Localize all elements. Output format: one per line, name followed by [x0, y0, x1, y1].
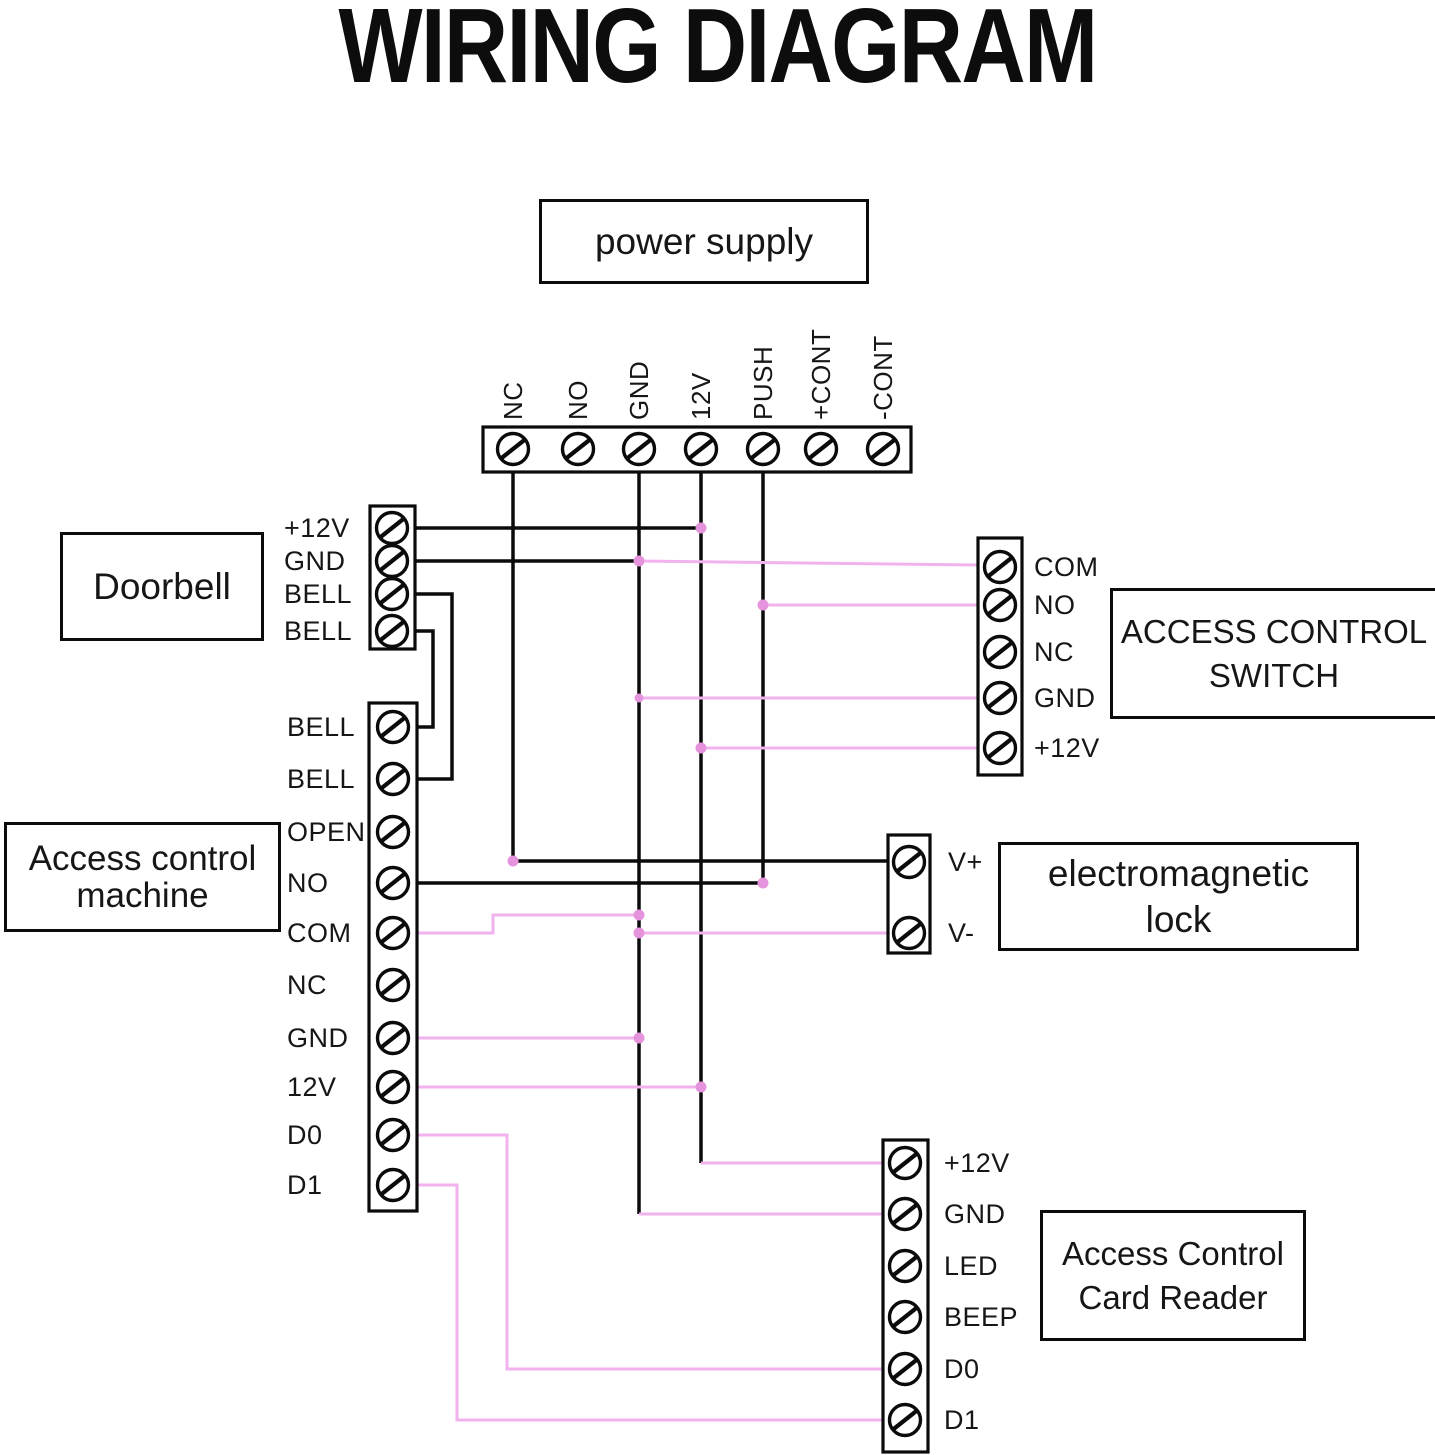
- power-terminal-label-no: NO: [563, 380, 593, 420]
- screw-terminal-icon: [378, 1023, 409, 1054]
- screw-terminal-icon: [890, 1302, 921, 1333]
- access-control-switch-label-line2: SWITCH: [1208, 656, 1340, 694]
- access-control-switch-box: [1110, 588, 1435, 719]
- acm-terminal-label-open: OPEN: [287, 817, 366, 847]
- junction-dot: [634, 910, 645, 921]
- screw-terminal-icon: [378, 712, 409, 743]
- screw-terminal-icon: [378, 970, 409, 1001]
- card-reader-label-line2: Card Reader: [1078, 1278, 1268, 1316]
- screw-terminal-icon: [985, 683, 1016, 714]
- reader-terminal-label-led: LED: [944, 1251, 999, 1281]
- acm-terminal-label-gnd: GND: [287, 1023, 349, 1053]
- screw-terminal-icon: [624, 434, 655, 465]
- wire-acm-com-step: [417, 915, 639, 933]
- power-terminal-label-12v: 12V: [686, 372, 716, 420]
- screw-terminal-icon: [985, 590, 1016, 621]
- junction-dot: [508, 856, 519, 867]
- acm-terminal-label-d0: D0: [287, 1120, 323, 1150]
- power-terminal-label-push: PUSH: [748, 345, 778, 420]
- wire-acm-d1-to-reader-d1: [417, 1185, 883, 1420]
- screw-terminal-icon: [985, 552, 1016, 583]
- screw-terminal-icon: [377, 546, 408, 577]
- doorbell-terminal-label-gnd: GND: [284, 546, 346, 576]
- screw-terminal-icon: [985, 637, 1016, 668]
- screw-terminal-icon: [985, 733, 1016, 764]
- junction-dot: [758, 878, 769, 889]
- screw-terminal-icon: [378, 918, 409, 949]
- screw-terminal-icon: [378, 1170, 409, 1201]
- switch-terminal-label-com: COM: [1034, 552, 1099, 582]
- screw-terminal-icon: [378, 1072, 409, 1103]
- junction-dot: [696, 523, 707, 534]
- electromagnetic-lock-box: [998, 842, 1359, 951]
- switch-terminal-label-no: NO: [1034, 590, 1076, 620]
- lock-terminal-label-vplus: V+: [948, 847, 983, 877]
- junction-dot: [696, 1082, 707, 1093]
- power-terminal-label-gnd: GND: [624, 360, 654, 420]
- screw-terminal-icon: [894, 918, 925, 949]
- junction-dot: [635, 694, 644, 703]
- reader-terminal-label-gnd: GND: [944, 1199, 1006, 1229]
- screw-terminal-icon: [498, 434, 529, 465]
- switch-terminal-label-nc: NC: [1034, 637, 1074, 667]
- doorbell-box: [60, 532, 264, 641]
- wire-gnd-to-switch-com: [639, 561, 978, 565]
- wire-acm-d0-to-reader-d0: [417, 1135, 883, 1369]
- screw-terminal-icon: [806, 434, 837, 465]
- screw-terminal-icon: [890, 1148, 921, 1179]
- power-terminal-label-pcont: +CONT: [806, 328, 836, 420]
- screw-terminal-icon: [378, 1120, 409, 1151]
- acm-terminal-label-nc: NC: [287, 970, 327, 1000]
- junction-dot: [634, 928, 645, 939]
- card-reader-label-line1: Access Control: [1062, 1234, 1284, 1272]
- junction-dot: [634, 1033, 645, 1044]
- doorbell-label: Doorbell: [93, 565, 231, 607]
- junction-dot: [758, 600, 769, 611]
- electromagnetic-lock-label-line1: electromagnetic: [1047, 852, 1310, 894]
- junction-dot: [634, 556, 645, 567]
- page-title: WIRING DIAGRAM: [338, 0, 1097, 105]
- screw-terminal-icon: [378, 817, 409, 848]
- junction-dot: [696, 743, 707, 754]
- screw-terminal-icon: [377, 579, 408, 610]
- acm-terminal-label-bell1: BELL: [287, 712, 356, 742]
- acm-terminal-label-d1: D1: [287, 1170, 323, 1200]
- power-terminal-label-nc: NC: [498, 381, 528, 420]
- switch-terminal-label-12v: +12V: [1034, 733, 1100, 763]
- doorbell-terminal-label-bell2: BELL: [284, 616, 353, 646]
- reader-terminal-label-d1: D1: [944, 1405, 980, 1435]
- doorbell-terminal-label-bell1: BELL: [284, 579, 353, 609]
- screw-terminal-icon: [377, 513, 408, 544]
- screw-terminal-icon: [890, 1405, 921, 1436]
- screw-terminal-icon: [748, 434, 779, 465]
- access-control-machine-box: [4, 822, 281, 932]
- card-reader-box: [1040, 1210, 1306, 1341]
- screw-terminal-icon: [868, 434, 899, 465]
- access-control-switch-label-line1: ACCESS CONTROL: [1120, 612, 1428, 650]
- screw-terminal-icon: [890, 1354, 921, 1385]
- screw-terminal-icon: [378, 868, 409, 899]
- acm-terminal-label-bell2: BELL: [287, 764, 356, 794]
- access-control-machine-label-line2: machine: [76, 876, 209, 915]
- screw-terminal-icon: [890, 1199, 921, 1230]
- screw-terminal-icon: [378, 764, 409, 795]
- lock-terminal-label-vminus: V-: [948, 918, 975, 948]
- switch-terminal-label-gnd: GND: [1034, 683, 1096, 713]
- reader-terminal-label-beep: BEEP: [944, 1302, 1019, 1332]
- reader-terminal-label-d0: D0: [944, 1354, 980, 1384]
- acm-terminal-label-com: COM: [287, 918, 352, 948]
- screw-terminal-icon: [894, 847, 925, 878]
- power-supply-box: [539, 199, 869, 284]
- access-control-machine-label-line1: Access control: [28, 839, 257, 878]
- acm-terminal-label-12v: 12V: [287, 1072, 337, 1102]
- screw-terminal-icon: [686, 434, 717, 465]
- reader-terminal-label-12v: +12V: [944, 1148, 1010, 1178]
- acm-terminal-label-no: NO: [287, 868, 329, 898]
- screw-terminal-icon: [890, 1251, 921, 1282]
- screw-terminal-icon: [377, 616, 408, 647]
- power-terminal-label-ncont: -CONT: [868, 335, 898, 420]
- screw-terminal-icon: [563, 434, 594, 465]
- electromagnetic-lock-label-line2: lock: [1145, 898, 1212, 940]
- doorbell-terminal-label-12v: +12V: [284, 513, 350, 543]
- power-supply-label: power supply: [594, 220, 813, 262]
